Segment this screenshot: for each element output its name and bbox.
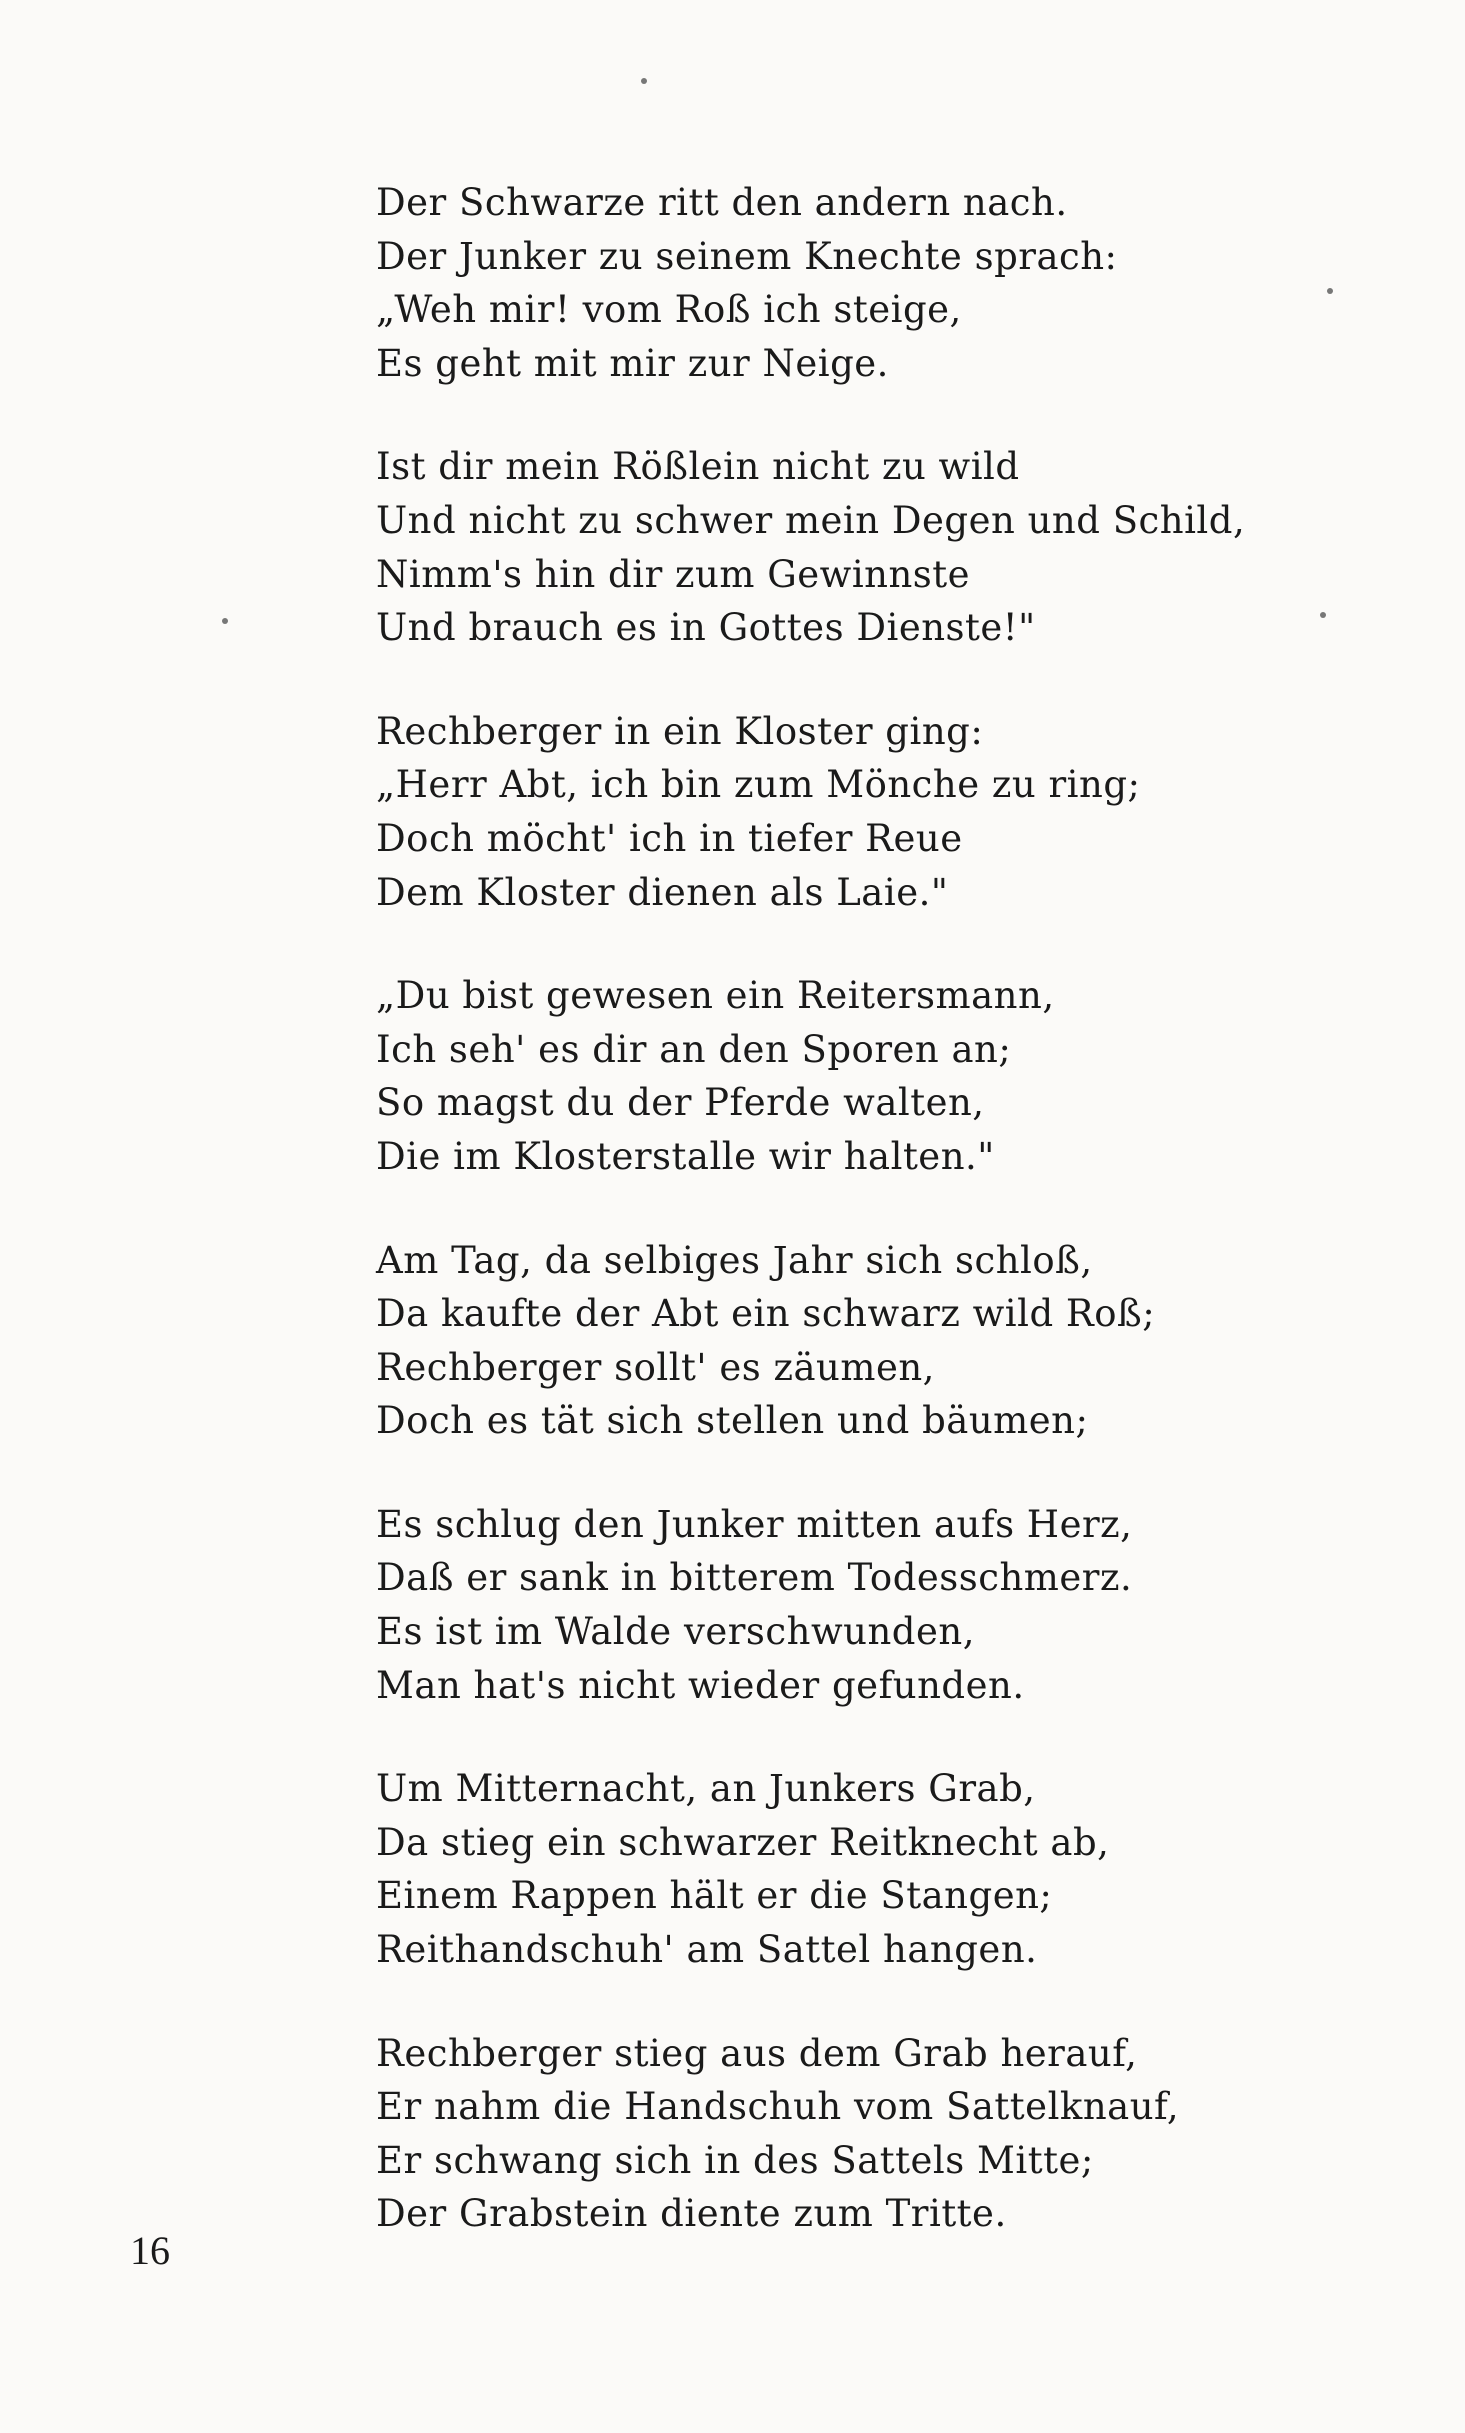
stanza	[376, 1498, 1276, 1712]
verse-line: Doch möcht' ich in tiefer Reue	[376, 816, 963, 860]
stanza	[376, 969, 1276, 1183]
ink-speck	[641, 78, 647, 84]
verse-line: „Du bist gewesen ein Reitersmann,	[376, 974, 1055, 1018]
verse-line: Reithandschuh' am Sattel hangen.	[376, 1928, 1038, 1972]
ink-speck	[1320, 612, 1326, 618]
verse-line: Da stieg ein schwarzer Reitknecht ab,	[376, 1820, 1110, 1864]
verse-line: Er schwang sich in des Sattels Mitte;	[376, 2138, 1094, 2182]
verse-line: Einem Rappen hält er die Stangen;	[376, 1874, 1053, 1918]
verse-line: Dem Kloster dienen als Laie."	[376, 870, 949, 914]
stanza	[376, 1762, 1276, 1976]
verse-line: Rechberger stieg aus dem Grab herauf,	[376, 2031, 1138, 2075]
verse-line: So magst du der Pferde walten,	[376, 1081, 985, 1125]
verse-line: Und brauch es in Gottes Dienste!"	[376, 606, 1036, 650]
verse-line: Er nahm die Handschuh vom Sattelknauf,	[376, 2085, 1180, 2129]
ink-speck	[1327, 288, 1333, 294]
verse-line: Doch es tät sich stellen und bäumen;	[376, 1399, 1089, 1443]
verse-line: Es schlug den Junker mitten aufs Herz,	[376, 1502, 1133, 1546]
verse-line: Es geht mit mir zur Neige.	[376, 341, 889, 385]
poem-body	[376, 176, 1276, 2291]
ink-speck	[222, 618, 228, 624]
stanza	[376, 176, 1276, 390]
stanza	[376, 2027, 1276, 2241]
stanza	[376, 440, 1276, 654]
verse-line: Am Tag, da selbiges Jahr sich schloß,	[376, 1238, 1093, 1282]
verse-line: Rechberger sollt' es zäumen,	[376, 1345, 935, 1389]
page-number: 16	[130, 2228, 170, 2273]
verse-line: Die im Klosterstalle wir halten."	[376, 1134, 995, 1178]
verse-line: Da kaufte der Abt ein schwarz wild Roß;	[376, 1292, 1156, 1336]
verse-line: Ich seh' es dir an den Sporen an;	[376, 1027, 1012, 1071]
stanza	[376, 1234, 1276, 1448]
verse-line: Und nicht zu schwer mein Degen und Schild,	[376, 498, 1246, 542]
verse-line: Nimm's hin dir zum Gewinnste	[376, 552, 971, 596]
verse-line: Der Grabstein diente zum Tritte.	[376, 2192, 1007, 2236]
stanza	[376, 705, 1276, 919]
verse-line: „Herr Abt, ich bin zum Mönche zu ring;	[376, 763, 1141, 807]
verse-line: Der Schwarze ritt den andern nach.	[376, 181, 1068, 224]
verse-line: Um Mitternacht, an Junkers Grab,	[376, 1767, 1036, 1811]
verse-line: Ist dir mein Rößlein nicht zu wild	[376, 445, 1020, 489]
verse-line: Es ist im Walde verschwunden,	[376, 1610, 975, 1654]
verse-line: „Weh mir! vom Roß ich steige,	[376, 288, 962, 332]
verse-line: Man hat's nicht wieder gefunden.	[376, 1663, 1025, 1707]
verse-line: Daß er sank in bitterem Todesschmerz.	[376, 1556, 1133, 1600]
verse-line: Rechberger in ein Kloster ging:	[376, 709, 984, 753]
verse-line: Der Junker zu seinem Knechte sprach:	[376, 234, 1118, 278]
